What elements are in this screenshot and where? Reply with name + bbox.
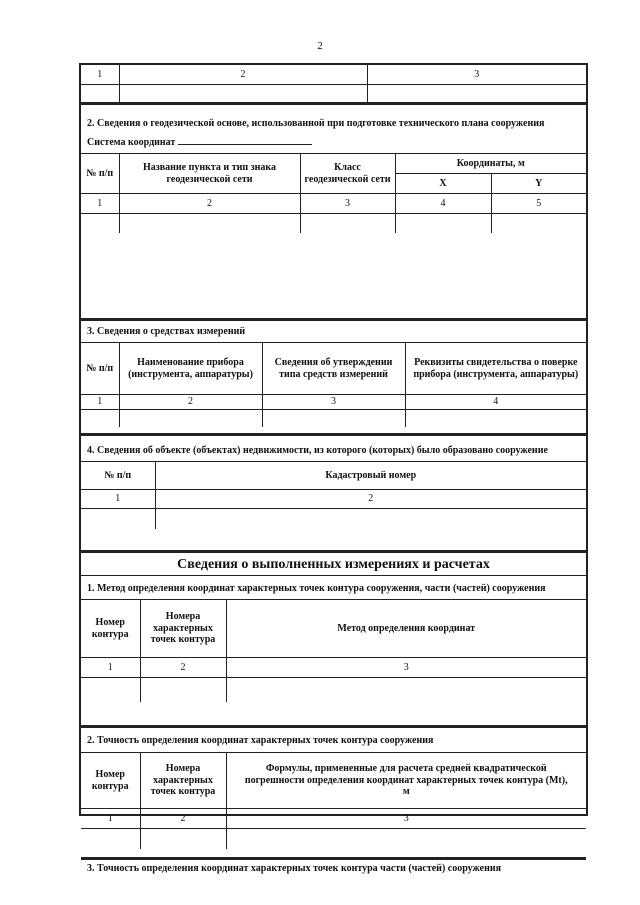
top-table: [81, 65, 586, 102]
empty-cell[interactable]: [140, 829, 226, 849]
col-num: 3: [262, 395, 405, 410]
header-coordinates: Координаты, м: [395, 154, 586, 174]
col-num: 2: [140, 809, 226, 829]
coordinate-system-label: Система координат: [87, 137, 176, 148]
top-table-section: [81, 65, 586, 105]
measurements-heading: Сведения о выполненных измерениях и расчетах: [177, 557, 490, 572]
section-title: 3. Точность определения координат характерных точек контура части (частей) сооружения: [87, 863, 502, 874]
empty-cell[interactable]: [81, 829, 140, 849]
col-num: 1: [81, 658, 140, 678]
empty-cell[interactable]: [81, 409, 119, 427]
empty-cell[interactable]: [81, 214, 119, 233]
instruments-table: [81, 342, 586, 427]
empty-cell[interactable]: [226, 829, 586, 849]
method-section: [81, 576, 586, 728]
coordinate-system-field[interactable]: [178, 136, 312, 145]
header-num: № п/п: [81, 343, 119, 395]
col-num: 2: [140, 658, 226, 678]
col-num: 1: [81, 809, 140, 829]
empty-cell[interactable]: [81, 509, 155, 529]
accuracy-parts-section: [81, 860, 586, 876]
geodetic-table: [81, 153, 586, 233]
col-num: 2: [119, 65, 367, 84]
method-table: [81, 599, 586, 702]
col-num: 4: [405, 395, 586, 410]
empty-cell[interactable]: [405, 409, 586, 427]
header-type-approval: Сведения об утверждении типа средств измерений: [262, 343, 405, 395]
section-title: 3. Сведения о средствах измерений: [87, 326, 246, 337]
empty-cell[interactable]: [155, 509, 586, 529]
col-num: 2: [119, 194, 300, 214]
col-num: 1: [81, 194, 119, 214]
header-num: № п/п: [81, 154, 119, 194]
empty-cell[interactable]: [119, 84, 367, 102]
instruments-section: [81, 321, 586, 436]
col-num: 1: [81, 490, 155, 509]
page-number: 2: [317, 40, 323, 52]
coordinate-system-row: [81, 132, 586, 153]
empty-cell[interactable]: [491, 214, 586, 233]
accuracy-table: [81, 752, 586, 849]
empty-cell[interactable]: [300, 214, 395, 233]
section-title: 2. Сведения о геодезической основе, использованной при подготовке технического плана сооружения: [87, 118, 545, 129]
col-num: 3: [226, 658, 586, 678]
header-contour-number: Номер контура: [81, 600, 140, 658]
geodetic-section: [81, 105, 586, 321]
header-point-numbers: Номера характерных точек контура: [140, 600, 226, 658]
section-title: 1. Метод определения координат характерных точек контура сооружения, части (частей) сооружения: [87, 583, 546, 594]
header-formulas: Формулы, примененные для расчета средней квадратической погрешности определения координат характерных точек контура (Mt), м: [226, 753, 586, 809]
empty-cell[interactable]: [81, 84, 119, 102]
empty-cell[interactable]: [395, 214, 491, 233]
header-class: Класс геодезической сети: [300, 154, 395, 194]
header-x: X: [395, 174, 491, 194]
measurements-heading-section: [81, 553, 586, 576]
header-contour-number: Номер контура: [81, 753, 140, 809]
col-num: 5: [491, 194, 586, 214]
col-num: 1: [81, 65, 119, 84]
section-title: 4. Сведения об объекте (объектах) недвижимости, из которого (которых) было образовано сооружение: [87, 445, 548, 456]
col-num: 3: [300, 194, 395, 214]
header-num: № п/п: [81, 462, 155, 490]
empty-cell[interactable]: [119, 214, 300, 233]
empty-cell[interactable]: [81, 678, 140, 702]
col-num: 2: [155, 490, 586, 509]
empty-cell[interactable]: [119, 409, 262, 427]
source-object-section: [81, 436, 586, 553]
header-instrument-name: Наименование прибора (инструмента, аппаратуры): [119, 343, 262, 395]
empty-cell[interactable]: [367, 84, 586, 102]
header-method: Метод определения координат: [226, 600, 586, 658]
empty-cell[interactable]: [262, 409, 405, 427]
header-y: Y: [491, 174, 586, 194]
header-point-name: Название пункта и тип знака геодезической сети: [119, 154, 300, 194]
header-verification-certificate: Реквизиты свидетельства о поверке прибора (инструмента, аппаратуры): [405, 343, 586, 395]
empty-cell[interactable]: [140, 678, 226, 702]
header-cadastral-number: Кадастровый номер: [155, 462, 586, 490]
accuracy-section: [81, 728, 586, 860]
col-num: 1: [81, 395, 119, 410]
col-num: 3: [367, 65, 586, 84]
source-object-table: [81, 461, 586, 529]
empty-cell[interactable]: [226, 678, 586, 702]
col-num: 2: [119, 395, 262, 410]
form-frame: [79, 63, 588, 874]
col-num: 4: [395, 194, 491, 214]
section-title: 2. Точность определения координат характерных точек контура сооружения: [87, 735, 434, 746]
header-point-numbers: Номера характерных точек контура: [140, 753, 226, 809]
col-num: 3: [226, 809, 586, 829]
